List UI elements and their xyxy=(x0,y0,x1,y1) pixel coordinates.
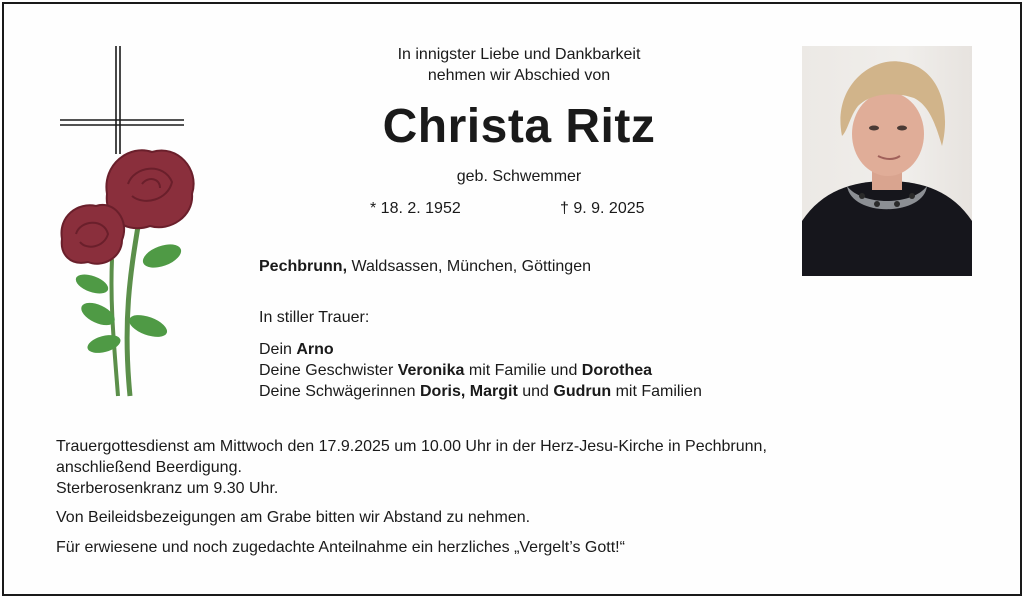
family-line-3-name-3: Gudrun xyxy=(553,383,612,400)
family-line-2-mid: mit Familie und xyxy=(464,362,582,379)
portrait-photo xyxy=(802,46,972,276)
family-list xyxy=(259,339,702,402)
intro-text xyxy=(334,44,704,86)
deceased-name: Christa Ritz xyxy=(382,100,656,153)
portrait-icon xyxy=(802,46,972,276)
service-line-3: Sterberosenkranz um 9.30 Uhr. xyxy=(56,480,279,497)
family-line-1-name: Arno xyxy=(296,341,334,358)
family-line-3-name-2: Margit xyxy=(469,383,518,400)
family-line-2-prefix: Deine Geschwister xyxy=(259,362,398,379)
family-line-1 xyxy=(259,339,702,360)
cross-and-roses-decoration xyxy=(52,44,202,404)
condolence-request: Von Beileidsbezeigungen am Grabe bitten wir Abstand zu nehmen. xyxy=(56,509,531,526)
thanks-text: Für erwiesene und noch zugedachte Anteilnahme ein herzliches „Vergelt’s Gott!“ xyxy=(56,539,625,556)
service-line-2: anschließend Beerdigung. xyxy=(56,459,242,476)
death-date: † 9. 9. 2025 xyxy=(560,200,645,217)
places xyxy=(259,258,591,276)
cross-icon xyxy=(60,46,184,154)
obituary-card xyxy=(2,2,1022,596)
family-line-2 xyxy=(259,360,702,381)
family-line-3-suffix: mit Familien xyxy=(611,383,702,400)
roses-icon xyxy=(61,150,193,396)
birth-name: geb. Schwemmer xyxy=(456,168,582,185)
intro-line-2: nehmen wir Abschied von xyxy=(427,67,611,84)
family-line-3-prefix: Deine Schwägerinnen xyxy=(259,383,420,400)
family-line-2-name-2: Dorothea xyxy=(581,362,653,379)
intro-line-1: In innigster Liebe und Dankbarkeit xyxy=(397,46,641,63)
places-main: Pechbrunn, xyxy=(259,258,348,275)
service-info xyxy=(56,436,976,499)
family-line-3-mid: und xyxy=(517,383,554,400)
family-line-3-name-1: Doris, xyxy=(420,383,466,400)
mourning-label: In stiller Trauer: xyxy=(259,309,370,326)
family-line-3 xyxy=(259,381,702,402)
family-line-1-prefix: Dein xyxy=(259,341,297,358)
places-rest: Waldsassen, München, Göttingen xyxy=(347,258,591,275)
service-line-1: Trauergottesdienst am Mittwoch den 17.9.2025 um 10.00 Uhr in der Herz-Jesu-Kirche in Pechbrunn, xyxy=(56,438,767,455)
birth-date: * 18. 2. 1952 xyxy=(370,200,461,217)
family-line-2-name-1: Veronika xyxy=(397,362,465,379)
